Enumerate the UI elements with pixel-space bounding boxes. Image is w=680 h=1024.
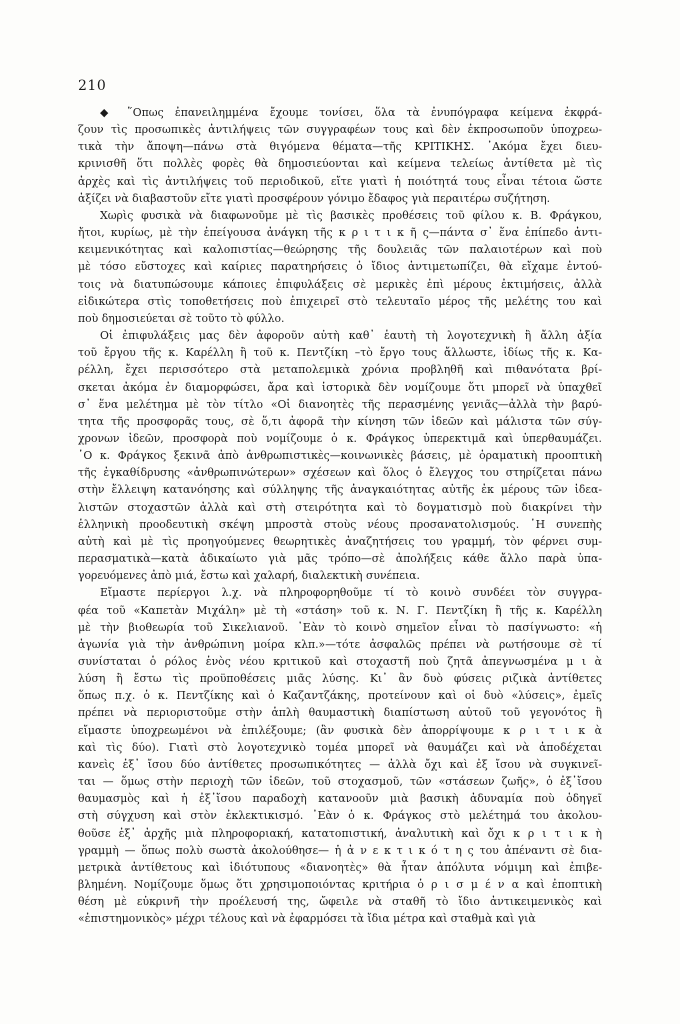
text-line: φέα τοῦ «Καπετὰν Μιχάλη» μὲ τὴ «στάση» τοῦ κ. Ν. Γ. Πεντζίκη ἢ τῆς κ. Καρέλλη (78, 603, 602, 617)
text-line: στὴν ἔλλειψη κατανόησης καὶ σύλληψης τῆς ἀναγκαιότητας αὐτῆς ἐκ μέρους τῶν ἰδεα- (78, 483, 602, 497)
text-line: εἰδικώτερα στὶς τοποθετήσεις ποὺ ἐπιχειρεῖ στὸ τελευταῖο μέρος τῆς μελέτης του καὶ (78, 294, 602, 308)
text-line: «ἐπιστημονικὸς» μέχρι τέλους καὶ νὰ ἐφαρμόσει τὰ ἴδια μέτρα καὶ σταθμὰ καὶ γιὰ (78, 912, 536, 926)
text-line: κειμενικότητας καὶ καλοπιστίας—θεώρησης τῆς δουλειᾶς τῶν παλαιοτέρων καὶ ποὺ (78, 243, 602, 257)
text-line: ρέλλη, ἔχει περισσότερο στὰ μεταπολεμικὰ χρόνια προβληθῆ καὶ πιθανότατα βρί- (78, 363, 602, 377)
paragraph (78, 584, 602, 927)
text-line: ἀξίζει νὰ διαβαστοῦν εἴτε γιατὶ προσφέρουν γόνιμο ἔδαφος γιὰ περαιτέρω συζήτηση. (78, 191, 551, 205)
text-line: ἤτοι, κυρίως, μὲ τὴν ἐπείγουσα ἀνάγκη τῆς κ ρ ι τ ι κ ῆ ς—πάντα σ᾿ ἕνα ἐπίπεδο ἀντι- (78, 226, 602, 240)
text-line: ἀρχὲς καὶ τὶς ἀντιλήψεις τοῦ περιοδικοῦ, εἴτε γιατὶ ἡ ποιότητά τους εἶναι τέτοια ὥστε (78, 174, 602, 188)
text-line: τητα τῆς προσφορᾶς τους, σὲ ὅ,τι ἀφορᾶ τὴν κίνηση τῶν ἰδεῶν καὶ μάλιστα τῶν σύγ- (78, 414, 602, 428)
text-line: θοῦσε ἐξ᾿ ἀρχῆς μιὰ πληροφοριακή, κατατοπιστική, ἀναλυτικὴ καὶ ὄχι κ ρ ι τ ι κ ὴ (78, 826, 602, 840)
text-line: Οἱ ἐπιφυλάξεις μας δὲν ἀφοροῦν αὐτὴ καθ᾿ ἑαυτὴ τὴ λογοτεχνικὴ ἢ ἄλλη ἀξία (100, 329, 602, 343)
text-line: τοις νὰ διατυπώσουμε κάποιες ἐπιφυλάξεις σὲ μερικὲς ἐπὶ μέρους ἐκτιμήσεις, ἀλλὰ (78, 277, 602, 291)
text-line: ὅπως π.χ. ὁ κ. Πεντζίκης καὶ ὁ Καζαντζάκης, προτείνουν καὶ οἱ δυὸ «λύσεις», ἐμεῖς (78, 689, 602, 703)
text-line: αὐτὴ καὶ μὲ τὶς προηγούμενες θεωρητικὲς ἀναζητήσεις του γραμμή, τὸν φέρνει συμ- (78, 534, 602, 548)
text-line: γραμμὴ — ὅπως πολὺ σωστὰ ἀκολούθησε— ἡ ἀ ν ε κ τ ι κ ό τ η ς του ἀπέναντι σὲ δια- (78, 843, 602, 857)
text-line: πρέπει νὰ περιοριστοῦμε στὴν ἁπλὴ θαυμαστικὴ διαπίστωση αὐτοῦ τοῦ γεγονότος ἢ (78, 706, 602, 720)
text-line: κανεὶς ἐξ᾿ ἴσου δύο ἀντίθετες προσωπικότητες — ἀλλὰ ὄχι καὶ ἐξ ἴσου νὰ συγκινεῖ- (78, 757, 602, 771)
text-line: ἀγωνία γιὰ τὴν ἀνθρώπινη μοίρα κλπ.»—τότε ἀσφαλῶς πρέπει νὰ ρωτήσουμε σὲ τί (78, 637, 602, 651)
text-line: τῆς ἐγκαθίδρυσης «ἀνθρωπινώτερων» σχέσεων καὶ ὅλος ὁ ἔλεγχος του στηρίζεται πάνω (78, 466, 602, 480)
text-line: λύση ἢ ἔστω τὶς προϋποθέσεις μιᾶς λύσης. Κι᾿ ἂν δυὸ φύσεις ριζικὰ ἀντίθετες (78, 672, 602, 686)
text-line: ◆ ῞Οπως ἐπανειλημμένα ἔχουμε τονίσει, ὅλα τὰ ἐνυπόγραφα κείμενα ἐκφρά- (100, 106, 602, 119)
text-line: θαυμασμὸς καὶ ἡ ἐξ᾿ἴσου παραδοχὴ κατανοοῦν μιὰ βασικὴ ἀδυναμία ποὺ ὁδηγεῖ (78, 792, 602, 806)
text-line: στὴ σύγχυση καὶ στὸν ἐκλεκτικισμό. ᾿Εὰν ὁ κ. Φράγκος στὸ μελέτημά του ἀκολου- (78, 809, 602, 823)
paragraph (78, 207, 602, 327)
text-line: λιστῶν στοχαστῶν ἀλλὰ καὶ στὴ στειρότητα καὶ τὸ δογματισμὸ ποὺ διακρίνει τὴν (78, 500, 602, 514)
text-line: γορευόμενες ἀπὸ μιά, ἔστω καὶ χαλαρή, διαλεκτικὴ συνέπεια. (78, 569, 420, 583)
text-line: ζουν τὶς προσωπικὲς ἀντιλήψεις τῶν συγγραφέων τους καὶ δὲν ἐκπροσωποῦν ὑποχρεω- (78, 123, 602, 137)
text-line: συνίσταται ὁ ρόλος ἑνὸς νέου κριτικοῦ καὶ στοχαστῆ ποὺ ζητᾶ ἀπεγνωσμένα μ ι ὰ (78, 655, 602, 668)
text-line: Εἴμαστε περίεργοι λ.χ. νὰ πληροφορηθοῦμε τί τὸ κοινὸ συνδέει τὸν συγγρα- (100, 586, 602, 600)
text-line: ποὺ δημοσιεύεται σὲ τοῦτο τὸ φύλλο. (78, 311, 285, 325)
text-line: μὲ τὴν βιοθεωρία τοῦ Σικελιανοῦ. ᾿Εὰν τὸ κοινὸ σημεῖον εἶναι τὸ πασίγνωστο: «ἡ (78, 620, 602, 634)
text-line: σκεται ἀκόμα ἐν διαμορφώσει, ἄρα καὶ ἱστορικὰ δὲν νομίζουμε ὅτι μπορεῖ νὰ ὑπαχθεῖ (78, 380, 602, 394)
text-line: καὶ τὶς δύο). Γιατὶ στὸ λογοτεχνικὸ τομέα μπορεῖ νὰ θαυμάζει καὶ νὰ ἀποδέχεται (78, 740, 602, 754)
text-line: βλημένη. Νομίζουμε ὅμως ὅτι χρησιμοποιόντας κριτήρια ὁ ρ ι σ μ έ ν α καὶ ἐποπτικὴ (78, 878, 602, 892)
text-line: ται — ὅμως στὴν περιοχὴ τῶν ἰδεῶν, τοῦ στοχασμοῦ, τῶν «στάσεων ζωῆς», ὁ ἐξ᾿ἴσου (78, 775, 602, 789)
text-line: ἑλληνικὴ προοδευτικὴ σκέψη μπροστὰ στοὺς νέους προσανατολισμούς. ῾Η συνεπὴς (78, 517, 602, 531)
text-line: περασματικὰ—κατὰ ἀδικαίωτο γιὰ μᾶς τρόπο—σὲ ἀπολήξεις κάθε ἄλλο παρὰ ὑπα- (78, 552, 602, 566)
paragraph (78, 327, 602, 584)
page-number: 210 (78, 78, 107, 94)
text-line: μετρικὰ ἀντίθετους καὶ ἰδιότυπους «διανοητὲς» θὰ ἦταν ἀπόλυτα νόμιμη καὶ ἐπιβε- (78, 860, 602, 874)
body-text (78, 104, 602, 928)
text-line: χρονων ἰδεῶν, προσφορὰ ποὺ νομίζουμε ὁ κ. Φράγκος ὑπερεκτιμᾶ καὶ ὑπερθαυμάζει. (78, 431, 602, 445)
text-line: Χωρὶς φυσικὰ νὰ διαφωνοῦμε μὲ τὶς βασικὲς προθέσεις τοῦ φίλου κ. Β. Φράγκου, (100, 208, 602, 222)
text-line: τικὰ τὴν ἄποψη—πάνω στὰ θιγόμενα θέματα—τῆς ΚΡΙΤΙΚΗΣ. ᾿Ακόμα ἔχει διευ- (78, 140, 602, 154)
paragraph (78, 104, 602, 207)
text-line: ῾Ο κ. Φράγκος ξεκινᾶ ἀπὸ ἀνθρωπιστικὲς—κοινωνικὲς βάσεις, μὲ ὁραματικὴ προοπτικὴ (78, 449, 602, 463)
text-line: τοῦ ἔργου τῆς κ. Καρέλλη ἢ τοῦ κ. Πεντζίκη –τὸ ἔργο τους ἄλλωστε, ἰδίως τῆς κ. Κα- (78, 346, 602, 360)
text-line: μὲ τόσο εὔστοχες καὶ καίριες παρατηρήσεις ὁ ἴδιος ἀντιμετωπίζει, θὰ εἴχαμε ἐντού- (78, 260, 602, 274)
text-line: κρινισθῆ ὅτι πολλὲς φορὲς θὰ δημοσιεύονται καὶ κείμενα τελείως ἀντίθετα μὲ τὶς (78, 157, 602, 171)
text-line: σ᾿ ἕνα μελέτημα μὲ τὸν τίτλο «Οἱ διανοητὲς τῆς περασμένης γενιᾶς—ἀλλὰ τὴν βαρύ- (78, 397, 602, 411)
text-line: θέση μὲ εὐκρινῆ τὴν προέλευσή της, ὤφειλε νὰ σταθῆ τὸ ἴδιο ἀντικειμενικὸς καὶ (78, 895, 602, 909)
text-line: εἴμαστε ὑποχρεωμένοι νὰ ἐπιλέξουμε; (ἂν φυσικὰ δὲν ἀπορρίψουμε κ ρ ι τ ι κ ὰ (78, 723, 602, 737)
